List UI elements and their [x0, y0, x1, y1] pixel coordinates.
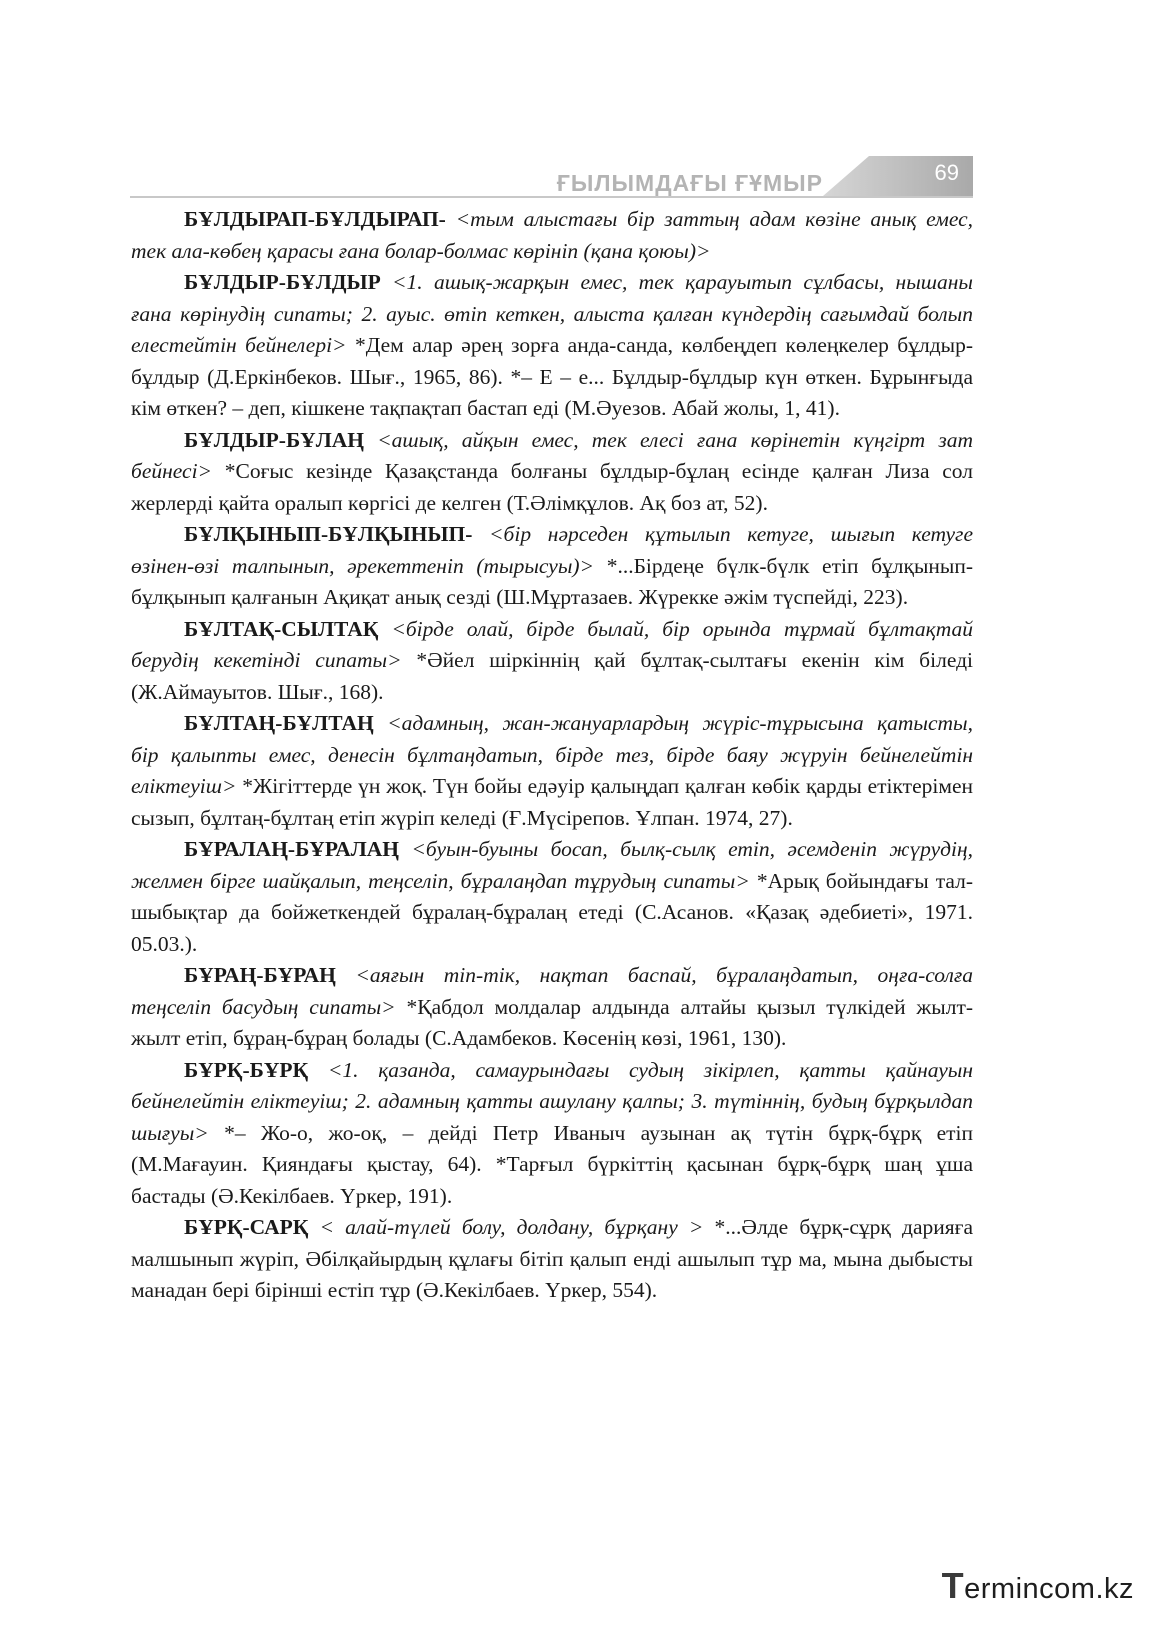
- running-title: ҒЫЛЫМДАҒЫ ҒҰМЫР: [556, 170, 823, 196]
- entry-headword: БҰЛДЫР-БҰЛАҢ: [184, 427, 364, 452]
- entry-example: *Қабдол молдалар алдында алтайы қызыл түлкідей жылт-жылт етіп, бұраң-бұраң болады (С.Адамбеков. Көсенің көзі, 1961, 130).: [131, 994, 973, 1050]
- entry-definition: <тым алыстағы бір заттың адам көзіне анық емес, тек ала-көбең қарасы ғана болар-болмас көрініп (қана қоюы)>: [131, 207, 973, 263]
- entry-example: *Соғыс кезінде Қазақстанда болғаны бұлдыр-бұлаң есінде қалған Лиза сол жерлерді қайта оралып көргісі де келген (Т.Әлімқұлов. Ақ боз ат, 52).: [131, 459, 973, 515]
- entry-example: *Әйел шіркіннің қай бұлтақ-сылтағы екенін кім біледі (Ж.Аймауытов. Шығ., 168).: [131, 648, 973, 704]
- header-rule: [130, 196, 973, 198]
- entry-definition: <бір нәрседен құтылып кетуге, шығып кетуге өзінен-өзі талпынып, әрекеттеніп (тырысуы)>: [131, 522, 973, 578]
- entry-headword: БҰЛТАҢ-БҰЛТАҢ: [184, 711, 374, 735]
- dictionary-entry: [131, 1212, 973, 1307]
- entry-definition: <буын-буыны босап, былқ-сылқ етіп, әсемденіп жүрудің, желмен бірге шайқалып, теңселіп, бұралаңдап тұрудың сипаты>: [131, 837, 973, 893]
- dictionary-entry: [131, 960, 973, 1055]
- entry-definition: <бірде олай, бірде былай, бір орында тұрмай бұлтақтай берудің кекетінді сипаты>: [131, 616, 973, 672]
- entry-definition: < алай-түлей болу, долдану, бұрқану >: [308, 1215, 704, 1239]
- entry-headword: БҰЛҚЫНЫП-БҰЛҚЫНЫП-: [184, 522, 473, 546]
- page-header: [130, 150, 973, 198]
- logo-mark: T: [941, 1565, 965, 1606]
- dictionary-entry: [131, 204, 973, 267]
- entry-definition: <ашық, айқын емес, тек елесі ғана көрінетін күңгірт зат бейнесі>: [131, 427, 973, 483]
- entry-example: *– Жо-о, жо-оқ, – дейді Петр Иваныч аузынан ақ түтін бұрқ-бұрқ етіп (М.Мағауин. Қияндағы қыстау, 64). *Тарғыл бүркіттің қасынан бұрқ-бұрқ шаң ұша бастады (Ә.Кекілбаев. Үркер, 191).: [131, 1120, 973, 1208]
- entry-headword: БҰЛДЫР-БҰЛДЫР: [184, 270, 381, 294]
- entry-example: *Дем алар әрең зорға анда-санда, көлбеңдеп көлеңкелер бұлдыр-бұлдыр (Д.Еркінбеков. Шығ., 1965, 86). *– Е – е... Бұлдыр-бұлдыр күн өткен. Бұрынғыда кім өткен? – деп, кішкене тақпақтап бастап еді (М.Әуезов. Абай жолы, 1, 41).: [131, 333, 973, 420]
- termincom-logo: [942, 1565, 1134, 1607]
- dictionary-entry: [131, 614, 973, 709]
- entry-definition: <аяғын тіп-тік, нақтап баспай, бұралаңдатып, оңға-солға теңселіп басудың сипаты>: [131, 963, 973, 1019]
- entry-example: *Арық бойындағы тал-шыбықтар да бойжеткендей бұралаң-бұралаң етеді (С.Асанов. «Қазақ әдебиеті», 1971. 05.03.).: [131, 868, 973, 956]
- entry-headword: БҰРАҢ-БҰРАҢ: [184, 963, 336, 987]
- entry-headword: БҰРҚ-САРҚ: [184, 1215, 309, 1239]
- entry-example: *Жігіттерде үн жоқ. Түн бойы едәуір қалыңдап қалған көбік қарды етіктерімен сызып, бұлтаң-бұлтаң етіп жүріп келеді (Ғ.Мүсірепов. Ұлпан. 1974, 27).: [131, 774, 973, 830]
- entry-headword: БҰРАЛАҢ-БҰРАЛАҢ: [184, 837, 399, 861]
- dictionary-entry: [131, 834, 973, 960]
- dictionary-entry: [131, 519, 973, 614]
- entry-definition: <1. ашық-жарқын емес, тек қарауытып сұлбасы, нышаны ғана көрінудің сипаты; 2. ауыс. өтіп кеткен, алыста қалған күндердің сағымдай болып елестейтін бейнелері>: [131, 270, 973, 357]
- dictionary-entry: [131, 425, 973, 520]
- entry-definition: <1. қазанда, самаурындағы судың зікірлеп, қатты қайнауын бейнелейтін еліктеуіш; 2. адамның қатты ашулану қалпы; 3. түтіннің, будың бұрқылдап шығуы>: [131, 1057, 973, 1145]
- entry-headword: БҰЛТАҚ-СЫЛТАҚ: [184, 616, 379, 641]
- dictionary-entry: [131, 708, 973, 834]
- entry-example: *...Бірдеңе бүлк-бүлк етіп бұлқынып-бұлқынып қалғанын Ақиқат анық сезді (Ш.Мұртазаев. Жүрекке әжім түспейді, 223).: [131, 553, 974, 609]
- entry-headword: БҰЛДЫРАП-БҰЛДЫРАП-: [184, 207, 446, 231]
- entry-definition: <адамның, жан-жануарлардың жүріс-тұрысына қатысты, бір қалыпты емес, денесін бұлтаңдатып, бірде тез, бірде баяу жүруін бейнелейтін еліктеуіш>: [131, 711, 973, 798]
- entry-example: *...Әлде бұрқ-сұрқ дарияға малшынып жүріп, Әбілқайырдың құлағы бітіп қалып енді ашылып тұр ма, мына дыбысты манадан бері бірінші естіп тұр (Ә.Кекілбаев. Үркер, 554).: [131, 1215, 973, 1302]
- page-number-tab: [823, 156, 973, 196]
- logo-text: ermincom.kz: [964, 1573, 1134, 1605]
- dictionary-entry: [131, 267, 973, 425]
- dictionary-entry: [131, 1055, 973, 1213]
- entry-headword: БҰРҚ-БҰРҚ: [184, 1057, 309, 1082]
- dictionary-body: [131, 204, 973, 1307]
- page-number: 69: [934, 160, 959, 185]
